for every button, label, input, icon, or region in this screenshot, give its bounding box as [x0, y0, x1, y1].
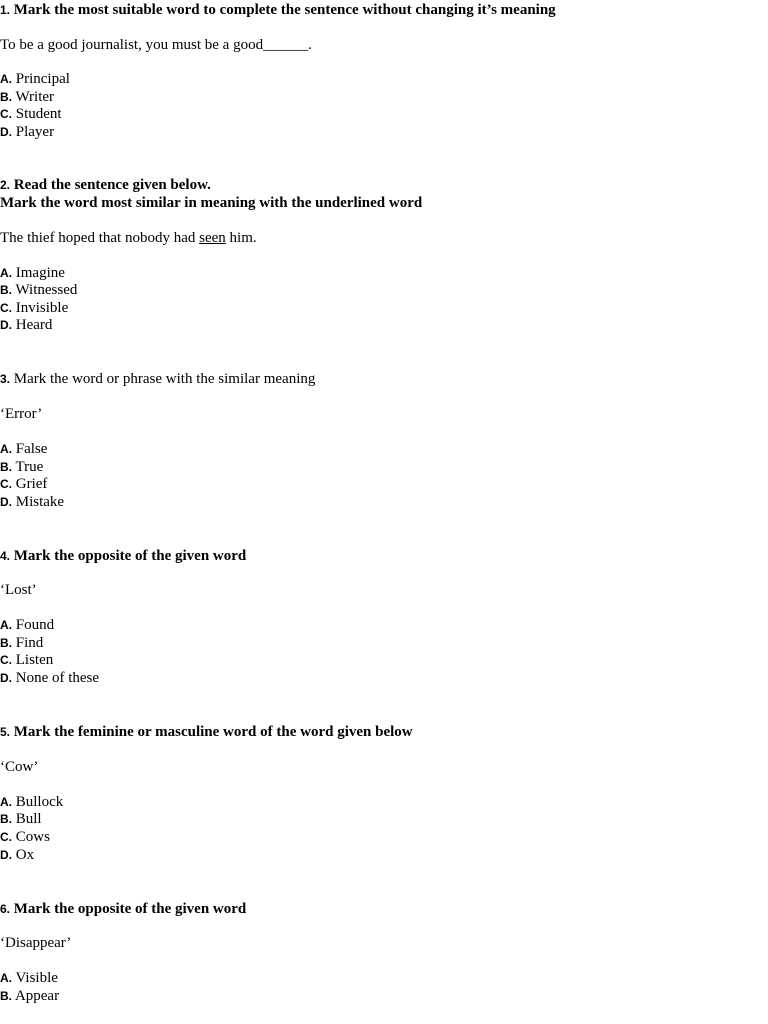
option-text: Invisible [15, 300, 69, 316]
option-letter: A. [0, 266, 12, 280]
option-c[interactable] [0, 828, 50, 846]
option-b[interactable] [0, 810, 42, 828]
sentence-text-end: him. [225, 230, 257, 246]
option-b[interactable] [0, 987, 59, 1005]
option-text: Writer [15, 89, 55, 105]
question-sentence [0, 229, 257, 247]
option-text: Bull [15, 811, 42, 827]
option-d[interactable] [0, 669, 99, 687]
option-letter: B. [0, 812, 12, 826]
option-letter: B. [0, 636, 12, 650]
sentence-text: The thief hoped that nobody had [0, 230, 200, 246]
option-letter: B. [0, 283, 12, 297]
question-sentence [0, 405, 42, 423]
option-text: None of these [15, 670, 100, 686]
sentence-text: ‘Cow’ [0, 759, 39, 775]
option-text: Heard [15, 317, 53, 333]
prompt-text: Mark the opposite of the given word [13, 901, 247, 917]
prompt-text: Mark the opposite of the given word [13, 548, 247, 564]
option-letter: C. [0, 301, 12, 315]
question-prompt [0, 723, 413, 741]
option-letter: A. [0, 442, 12, 456]
sentence-text: To be a good journalist, you must be a good______. [0, 37, 312, 53]
option-text: Student [15, 106, 62, 122]
option-text: Ox [15, 847, 35, 863]
option-c[interactable] [0, 105, 62, 123]
option-text: Cows [15, 829, 50, 845]
option-text: Bullock [15, 794, 64, 810]
option-text: False [15, 441, 48, 457]
option-d[interactable] [0, 846, 34, 864]
option-c[interactable] [0, 299, 68, 317]
question-number: 3. [0, 372, 11, 386]
option-letter: A. [0, 971, 12, 985]
option-text: Imagine [15, 265, 65, 281]
option-b[interactable] [0, 634, 43, 652]
option-b[interactable] [0, 281, 77, 299]
option-c[interactable] [0, 475, 47, 493]
question-sentence [0, 758, 38, 776]
option-text: True [15, 459, 44, 475]
option-letter: D. [0, 318, 12, 332]
option-text: Mistake [15, 494, 65, 510]
option-letter: C. [0, 477, 12, 491]
option-a[interactable] [0, 969, 58, 987]
sentence-text: ‘Error’ [0, 406, 43, 422]
option-letter: D. [0, 495, 12, 509]
option-letter: A. [0, 618, 12, 632]
question-prompt [0, 547, 246, 565]
option-letter: D. [0, 125, 12, 139]
option-d[interactable] [0, 123, 54, 141]
option-text: Find [15, 635, 44, 651]
option-text: Principal [15, 71, 70, 87]
option-a[interactable] [0, 793, 63, 811]
option-a[interactable] [0, 70, 70, 88]
option-letter: B. [0, 460, 12, 474]
question-prompt [0, 900, 246, 918]
question-prompt [0, 370, 315, 388]
option-text: Appear [14, 988, 60, 1004]
question-number: 5. [0, 725, 11, 739]
option-a[interactable] [0, 616, 54, 634]
question-number: 2. [0, 178, 11, 192]
option-text: Witnessed [15, 282, 78, 298]
question-prompt [0, 1, 556, 19]
option-c[interactable] [0, 651, 53, 669]
option-letter: B. [0, 989, 12, 1003]
option-a[interactable] [0, 440, 47, 458]
sentence-text: ‘Disappear’ [0, 935, 72, 951]
question-sentence [0, 581, 37, 599]
option-letter: D. [0, 848, 12, 862]
option-text: Player [15, 124, 55, 140]
underlined-word: seen [199, 230, 226, 246]
question-number: 6. [0, 902, 11, 916]
option-d[interactable] [0, 316, 52, 334]
option-letter: A. [0, 795, 12, 809]
option-b[interactable] [0, 88, 54, 106]
option-text: Listen [15, 652, 54, 668]
question-number: 1. [0, 3, 11, 17]
option-letter: C. [0, 830, 12, 844]
question-prompt [0, 176, 211, 194]
prompt-text: Read the sentence given below. [13, 177, 211, 193]
option-letter: C. [0, 653, 12, 667]
sentence-text: ‘Lost’ [0, 582, 37, 598]
prompt-text: Mark the word or phrase with the similar meaning [13, 371, 316, 387]
option-text: Grief [15, 476, 48, 492]
question-number: 4. [0, 549, 11, 563]
question-sentence [0, 934, 71, 952]
prompt-text: Mark the most suitable word to complete the sentence without changing it’s meaning [13, 2, 556, 18]
question-prompt-line-2: Mark the word most similar in meaning with the underlined word [0, 195, 423, 211]
option-text: Found [15, 617, 55, 633]
option-b[interactable] [0, 458, 43, 476]
option-letter: A. [0, 72, 12, 86]
option-text: Visible [15, 970, 58, 986]
option-d[interactable] [0, 493, 64, 511]
option-letter: B. [0, 90, 12, 104]
prompt-text: Mark the feminine or masculine word of the word given below [13, 724, 413, 740]
option-letter: C. [0, 107, 12, 121]
question-sentence [0, 36, 312, 54]
option-a[interactable] [0, 264, 65, 282]
option-letter: D. [0, 671, 12, 685]
